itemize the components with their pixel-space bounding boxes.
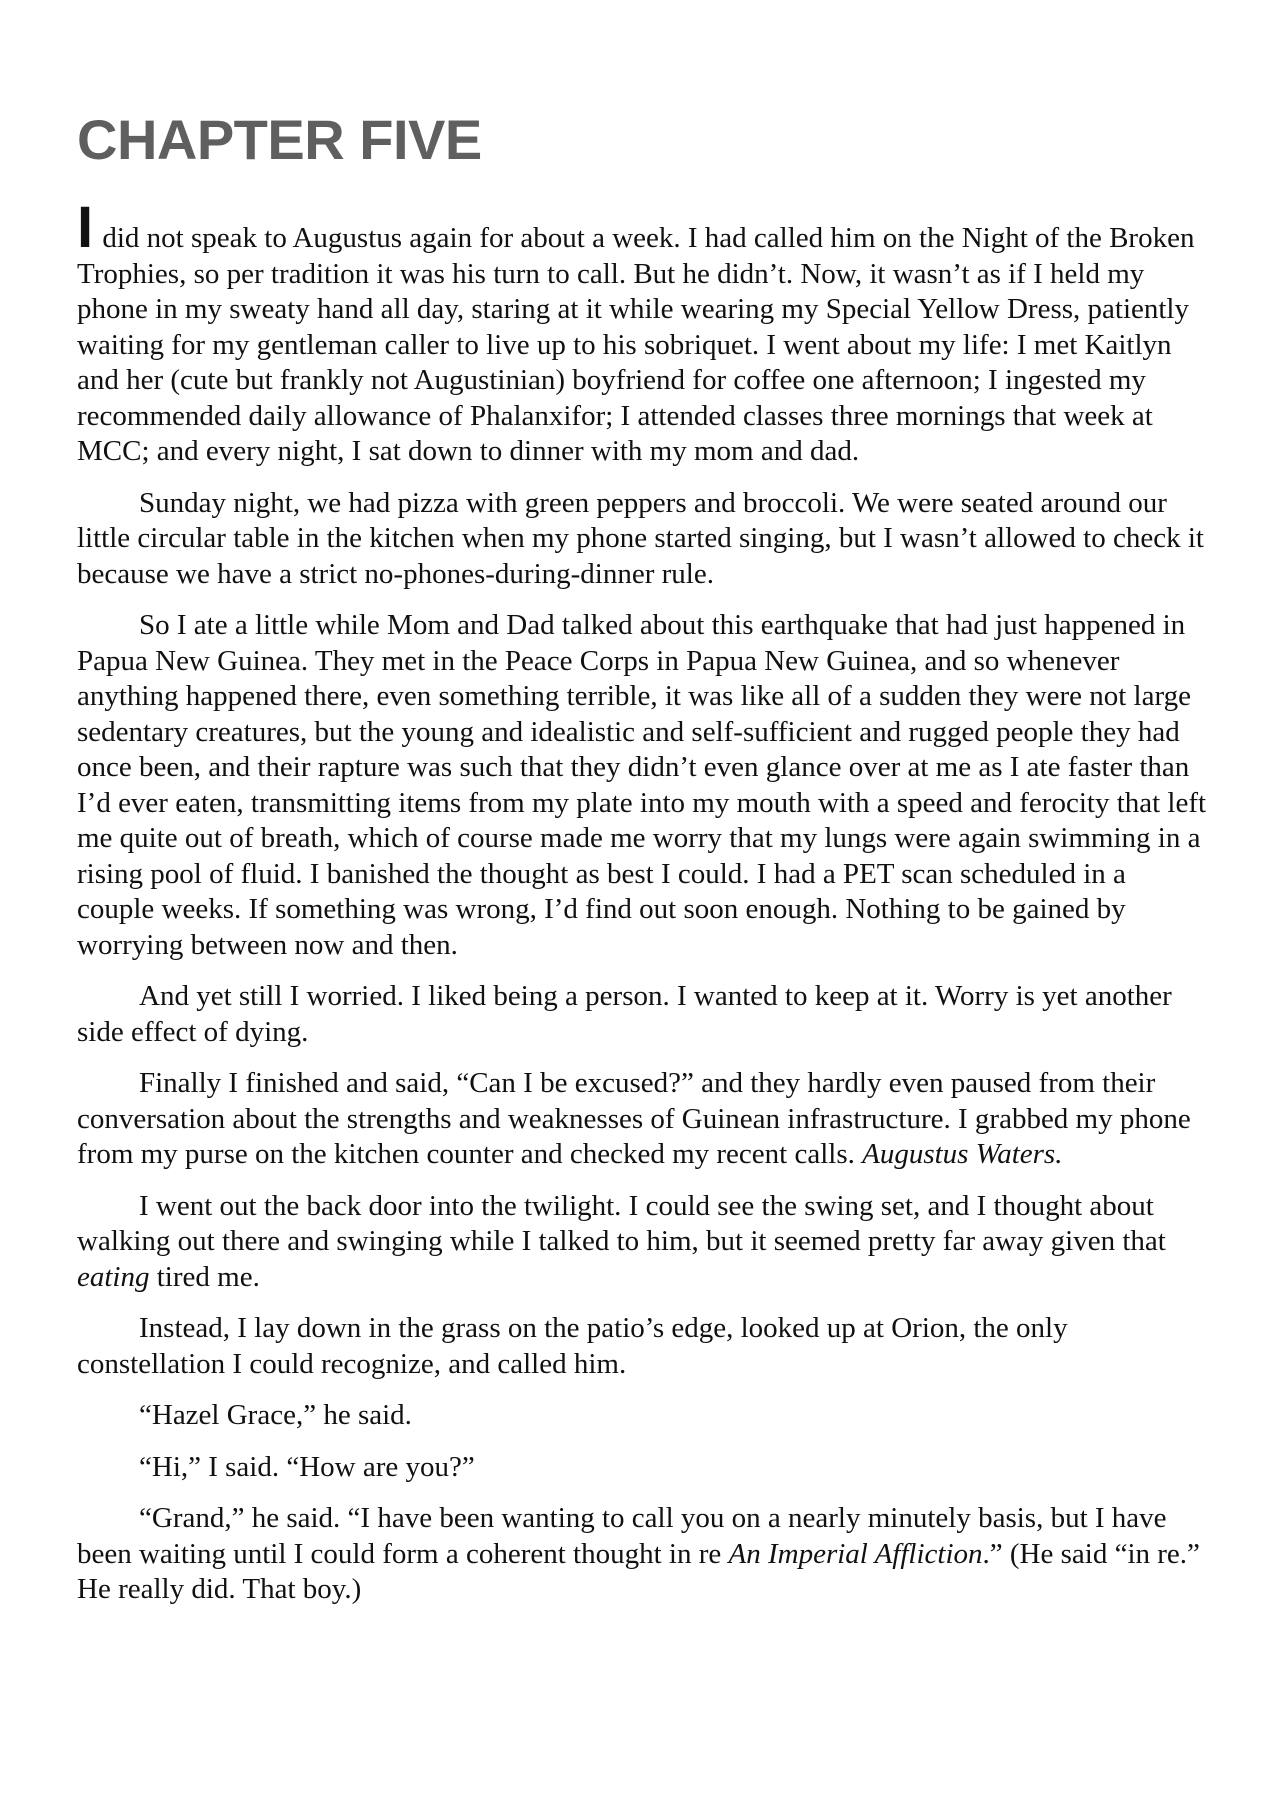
paragraph-3: So I ate a little while Mom and Dad talked about this earthquake that had just happened in Papua New Guinea. They met in the Peace Corps in Papua New Guinea, and so whenever anything happened there, even something terrible, it was like all of a sudden they were not large sedentary creatures, but the young and idealistic and self-sufficient and rugged people they had once been, and their rapture was such that they didn’t even glance over at me as I ate faster than I’d ever eaten, transmitting items from my plate into my mouth with a speed and ferocity that left me quite out of breath, which of course made me worry that my lungs were again swimming in a rising pool of fluid. I banished the thought as best I could. I had a PET scan scheduled in a couple weeks. If something was wrong, I’d find out soon enough. Nothing to be gained by worrying between now and then. [77, 609, 1207, 961]
paragraph-10-text-b: .” (He said “in re.” He really did. That boy.) [77, 1537, 1200, 1605]
paragraph-4: And yet still I worried. I liked being a person. I wanted to keep at it. Worry is yet another side effect of dying. [77, 980, 1172, 1048]
paragraph-5-italic: Augustus Waters. [862, 1138, 1063, 1170]
paragraph-10-italic: An Imperial Affliction [728, 1537, 983, 1570]
paragraph-2: Sunday night, we had pizza with green peppers and broccoli. We were seated around our little circular table in the kitchen when my phone started singing, but I wasn’t allowed to check it because we have a strict no-phones-during-dinner rule. [77, 486, 1204, 590]
paragraph-6-text-b: tired me. [149, 1260, 260, 1293]
paragraph-5 [77, 1066, 1207, 1173]
paragraph-1 [77, 195, 1207, 470]
book-page [77, 100, 1207, 1624]
paragraph-1-text: did not speak to Augustus again for about a week. I had called him on the Night of the Broken Trophies, so per tradition it was his turn to call. But he didn’t. Now, it wasn’t as if I held my phone in my sweaty hand all day, staring at it while wearing my Special Yellow Dress, patiently waiting for my gentleman caller to live up to his sobriquet. I went about my life: I met Kaitlyn and her (cute but frankly not Augustinian) boyfriend for coffee one afternoon; I ingested my recommended daily allowance of Phalanxifor; I attended classes three mornings that week at MCC; and every night, I sat down to dinner with my mom and dad. [77, 222, 1195, 467]
drop-cap: I [77, 195, 94, 260]
paragraph-6-italic: eating [77, 1260, 150, 1293]
chapter-title: CHAPTER FIVE [77, 108, 482, 171]
paragraph-10-text-a: “Grand,” he said. “I have been wanting to call you on a nearly minutely basis, but I have been waiting until I could form a coherent thought in re [77, 1502, 1167, 1570]
paragraph-6-text-a: I went out the back door into the twilight. I could see the swing set, and I thought about walking out there and swinging while I talked to him, but it seemed pretty far away given that [77, 1189, 1166, 1257]
paragraph-9: “Hi,” I said. “How are you?” [139, 1450, 475, 1483]
paragraph-6 [77, 1189, 1207, 1296]
paragraph-8: “Hazel Grace,” he said. [139, 1399, 412, 1431]
paragraph-10 [77, 1501, 1207, 1608]
paragraph-7: Instead, I lay down in the grass on the patio’s edge, looked up at Orion, the only constellation I could recognize, and called him. [77, 1312, 1068, 1380]
paragraph-5-text: Finally I finished and said, “Can I be excused?” and they hardly even paused from their conversation about the strengths and weaknesses of Guinean infrastructure. I grabbed my phone from my purse on the kitchen counter and checked my recent calls. [77, 1067, 1191, 1170]
